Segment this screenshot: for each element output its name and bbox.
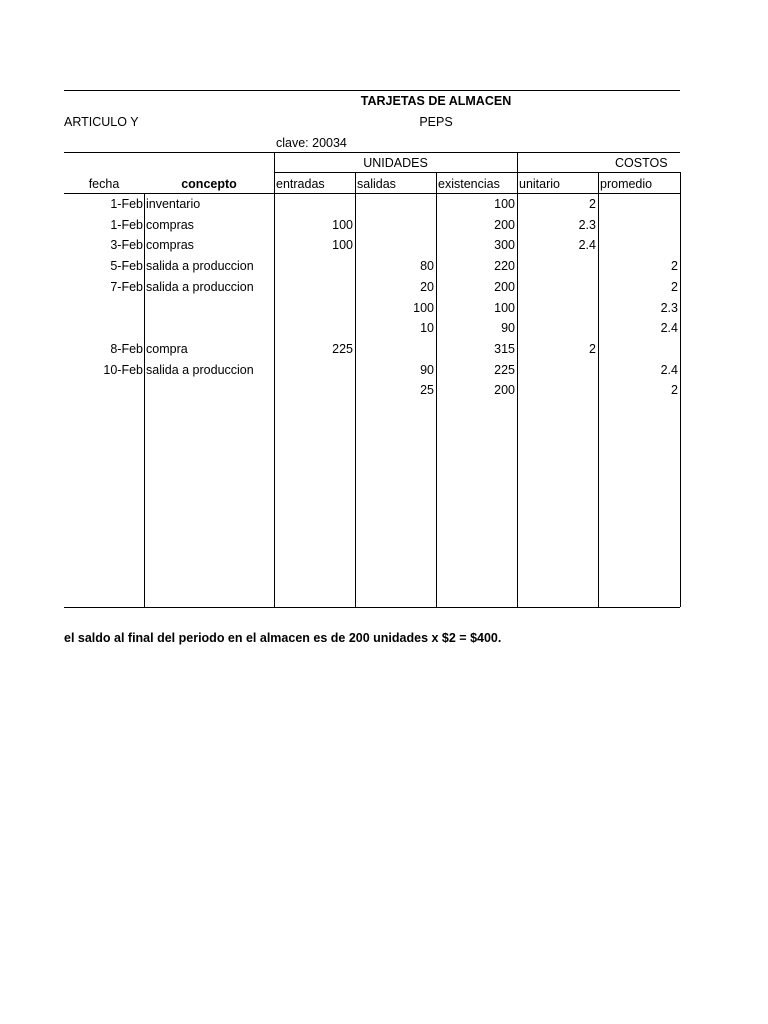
cell-fecha: 1-Feb <box>110 217 143 232</box>
cell-fecha: 3-Feb <box>110 238 143 253</box>
cell-promedio: 2.4 <box>660 362 678 377</box>
cell-existencias: 315 <box>494 341 515 356</box>
cell-existencias: 90 <box>501 321 515 336</box>
cell-unitario: 2 <box>589 341 596 356</box>
cell-concepto: inventario <box>146 197 201 211</box>
cell-existencias: 220 <box>494 259 515 274</box>
cell-existencias: 200 <box>494 383 515 398</box>
summary-note: el saldo al final del periodo en el almacen es de 200 unidades x $2 = $400. <box>64 631 502 645</box>
cell-existencias: 200 <box>494 279 515 294</box>
cell-promedio: 2.4 <box>660 321 678 336</box>
cell-concepto: compra <box>146 341 188 356</box>
cell-existencias: 100 <box>494 197 515 211</box>
cell-unitario: 2.3 <box>578 217 596 232</box>
cell-concepto: salida a produccion <box>146 362 254 377</box>
clave-label: clave: 20034 <box>276 136 347 150</box>
cell-unitario: 2 <box>589 197 596 211</box>
column-header-existencias: existencias <box>438 177 500 191</box>
article-label: ARTICULO Y <box>64 115 139 129</box>
cell-promedio: 2.3 <box>660 300 678 315</box>
unidades-group-header: UNIDADES <box>363 156 428 170</box>
cell-salidas: 90 <box>420 362 434 377</box>
cell-salidas: 10 <box>420 321 434 336</box>
cell-entradas: 100 <box>332 238 353 253</box>
cell-unitario: 2.4 <box>578 238 596 253</box>
column-header-rule <box>64 193 680 194</box>
cell-promedio: 2 <box>671 259 678 274</box>
cell-existencias: 300 <box>494 238 515 253</box>
column-header-unitario: unitario <box>519 177 560 191</box>
cell-concepto: compras <box>146 238 194 253</box>
cell-fecha: 7-Feb <box>110 279 143 294</box>
cell-existencias: 100 <box>494 300 515 315</box>
right-border <box>680 172 681 607</box>
cell-promedio: 2 <box>671 279 678 294</box>
cell-existencias: 225 <box>494 362 515 377</box>
cell-salidas: 100 <box>413 300 434 315</box>
cell-promedio: 2 <box>671 383 678 398</box>
group-header-rule <box>64 152 680 153</box>
costos-group-header: COSTOS <box>615 156 668 170</box>
column-header-promedio: promedio <box>600 177 653 191</box>
cell-fecha: 1-Feb <box>110 197 143 211</box>
cell-salidas: 25 <box>420 383 434 398</box>
bottom-rule <box>64 607 680 608</box>
cell-concepto: salida a produccion <box>146 279 254 294</box>
cell-fecha: 10-Feb <box>103 362 143 377</box>
card-title: TARJETAS DE ALMACEN <box>360 94 512 108</box>
divider-fecha-concepto <box>144 193 145 607</box>
method-label: PEPS <box>419 115 453 129</box>
column-header-salidas: salidas <box>357 177 396 191</box>
cell-entradas: 100 <box>332 217 353 232</box>
column-header-concepto: concepto <box>181 177 237 191</box>
cell-existencias: 200 <box>494 217 515 232</box>
top-rule <box>64 90 680 91</box>
cell-entradas: 225 <box>332 341 353 356</box>
cell-concepto: compras <box>146 217 194 232</box>
cell-salidas: 20 <box>420 279 434 294</box>
subheader-rule <box>274 172 680 173</box>
cell-salidas: 80 <box>420 259 434 274</box>
column-header-fecha: fecha <box>88 177 120 191</box>
cell-concepto: salida a produccion <box>146 259 254 274</box>
cell-fecha: 8-Feb <box>110 341 143 356</box>
column-header-entradas: entradas <box>276 177 325 191</box>
cell-fecha: 5-Feb <box>110 259 143 274</box>
